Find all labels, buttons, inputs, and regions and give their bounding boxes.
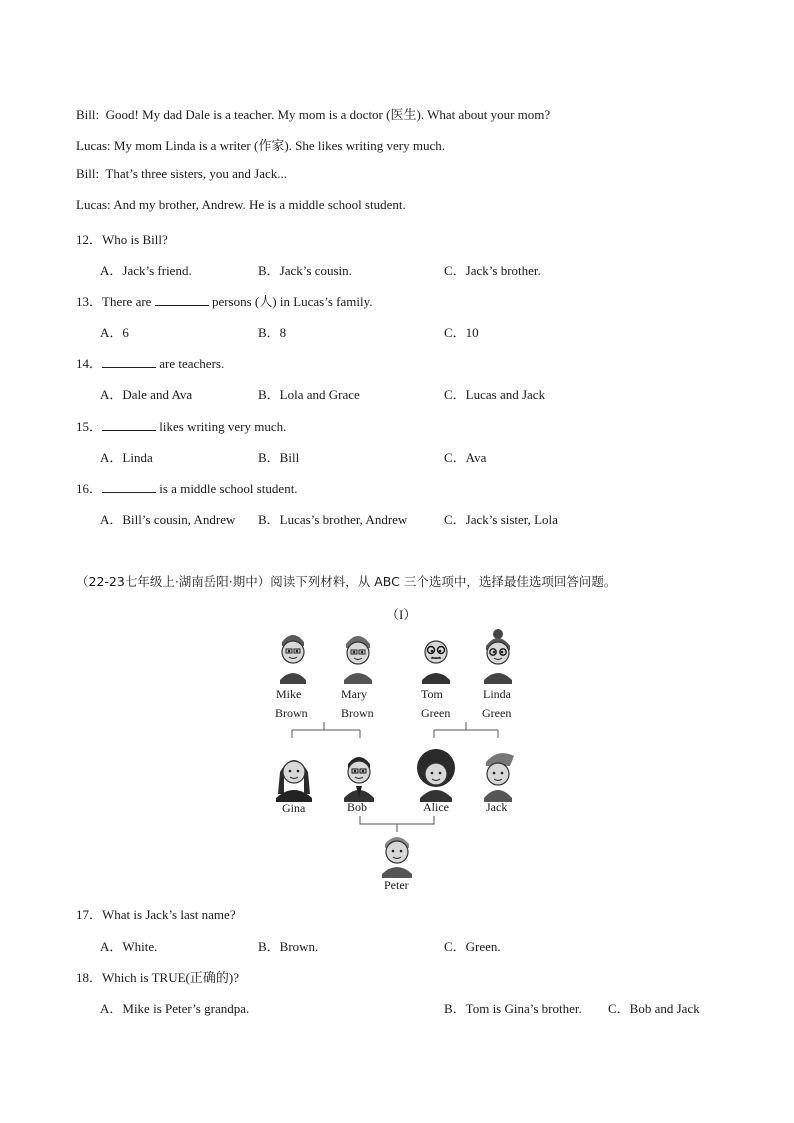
answer-blank[interactable] xyxy=(102,357,156,368)
question-number: 13． xyxy=(76,294,103,309)
question-16 xyxy=(76,478,298,497)
option-c[interactable]: C．Bob and Jack xyxy=(608,1001,700,1016)
question-number: 12． xyxy=(76,232,103,247)
answer-blank[interactable] xyxy=(102,420,156,431)
surname-linda: Green xyxy=(482,706,512,720)
option-b[interactable]: B．Lucas’s brother, Andrew xyxy=(258,512,408,527)
question-number: 17． xyxy=(76,907,103,922)
question-text: persons (人) in Lucas’s family. xyxy=(211,294,373,309)
dialogue-line xyxy=(76,104,550,123)
surname-mary: Brown xyxy=(341,706,374,720)
name-bob: Bob xyxy=(347,800,368,814)
utterance: That’s three sisters, you and Jack... xyxy=(105,166,287,181)
option-c[interactable]: C．Jack’s brother. xyxy=(444,263,541,278)
name-alice: Alice xyxy=(423,800,449,814)
dialogue-line xyxy=(76,197,406,213)
question-text: Who is Bill? xyxy=(102,232,168,247)
answer-blank[interactable] xyxy=(102,482,156,493)
utterance: My mom Linda is a writer (作家). She likes writing very much. xyxy=(113,138,445,153)
option-b[interactable]: B．Tom is Gina’s brother. xyxy=(444,1001,582,1016)
option-b[interactable]: B．Bill xyxy=(258,450,300,465)
option-c[interactable]: C．Jack’s sister, Lola xyxy=(444,512,558,527)
option-a[interactable]: A．Linda xyxy=(100,450,153,465)
avatar-jack xyxy=(484,753,514,802)
option-a[interactable]: A．White. xyxy=(100,939,158,954)
question-number: 18． xyxy=(76,970,103,985)
option-c[interactable]: C．Ava xyxy=(444,450,487,465)
question-17 xyxy=(76,904,236,923)
option-a[interactable]: A．Bill’s cousin, Andrew xyxy=(100,512,236,527)
name-mike: Mike xyxy=(276,687,302,701)
avatar-alice xyxy=(417,749,455,802)
speaker: Bill: xyxy=(76,107,100,122)
surname-tom: Green xyxy=(421,706,451,720)
question-text: There are xyxy=(102,294,152,309)
question-text: What is Jack’s last name? xyxy=(102,907,236,922)
option-b[interactable]: B．Jack’s cousin. xyxy=(258,263,352,278)
utterance: And my brother, Andrew. He is a middle school student. xyxy=(113,197,406,212)
dialogue-line xyxy=(76,166,287,182)
question-number: 14． xyxy=(76,356,103,371)
question-15 xyxy=(76,416,286,435)
name-mary: Mary xyxy=(341,687,367,701)
name-peter: Peter xyxy=(384,878,409,892)
name-tom: Tom xyxy=(421,687,443,701)
name-linda: Linda xyxy=(483,687,511,701)
avatar-tom-green xyxy=(422,641,450,684)
tree-connectors xyxy=(292,722,498,832)
option-c[interactable]: C．Green. xyxy=(444,939,501,954)
question-14 xyxy=(76,353,224,372)
speaker: Lucas: xyxy=(76,138,111,153)
avatar-mike-brown xyxy=(280,635,306,684)
question-13 xyxy=(76,291,373,310)
question-18 xyxy=(76,967,239,986)
avatar-gina xyxy=(276,760,312,802)
surname-mike: Brown xyxy=(275,706,308,720)
answer-blank[interactable] xyxy=(155,295,209,306)
name-jack: Jack xyxy=(486,800,508,814)
option-b[interactable]: B．8 xyxy=(258,325,287,340)
option-c[interactable]: C．10 xyxy=(444,325,479,340)
option-a[interactable]: A．Dale and Ava xyxy=(100,387,193,402)
question-number: 15． xyxy=(76,419,103,434)
question-text: Which is TRUE(正确的)? xyxy=(102,970,239,985)
avatar-linda-green xyxy=(484,629,512,684)
figure-title: （I） xyxy=(386,607,417,622)
question-text: are teachers. xyxy=(159,356,225,371)
option-b[interactable]: B．Brown. xyxy=(258,939,319,954)
speaker: Lucas: xyxy=(76,197,111,212)
option-c[interactable]: C．Lucas and Jack xyxy=(444,387,546,402)
utterance: Good! My dad Dale is a teacher. My mom is a doctor (医生). What about your mom? xyxy=(105,107,551,122)
family-tree-figure xyxy=(262,622,534,894)
dialogue-line xyxy=(76,135,445,154)
avatar-bob xyxy=(344,757,374,802)
option-a[interactable]: A．Jack’s friend. xyxy=(100,263,192,278)
option-a[interactable]: A．6 xyxy=(100,325,129,340)
question-text: likes writing very much. xyxy=(159,419,287,434)
option-a[interactable]: A．Mike is Peter’s grandpa. xyxy=(100,1001,250,1016)
question-number: 16． xyxy=(76,481,103,496)
speaker: Bill: xyxy=(76,166,100,181)
name-gina: Gina xyxy=(282,801,306,815)
option-b[interactable]: B．Lola and Grace xyxy=(258,387,360,402)
question-text: is a middle school student. xyxy=(159,481,298,496)
avatar-mary-brown xyxy=(344,636,372,684)
question-12 xyxy=(76,229,168,248)
section-intro: （22-23七年级上·湖南岳阳·期中）阅读下列材料，从 ABC 三个选项中，选择最佳选项回答问题。 xyxy=(76,574,617,589)
avatar-peter xyxy=(382,837,412,878)
